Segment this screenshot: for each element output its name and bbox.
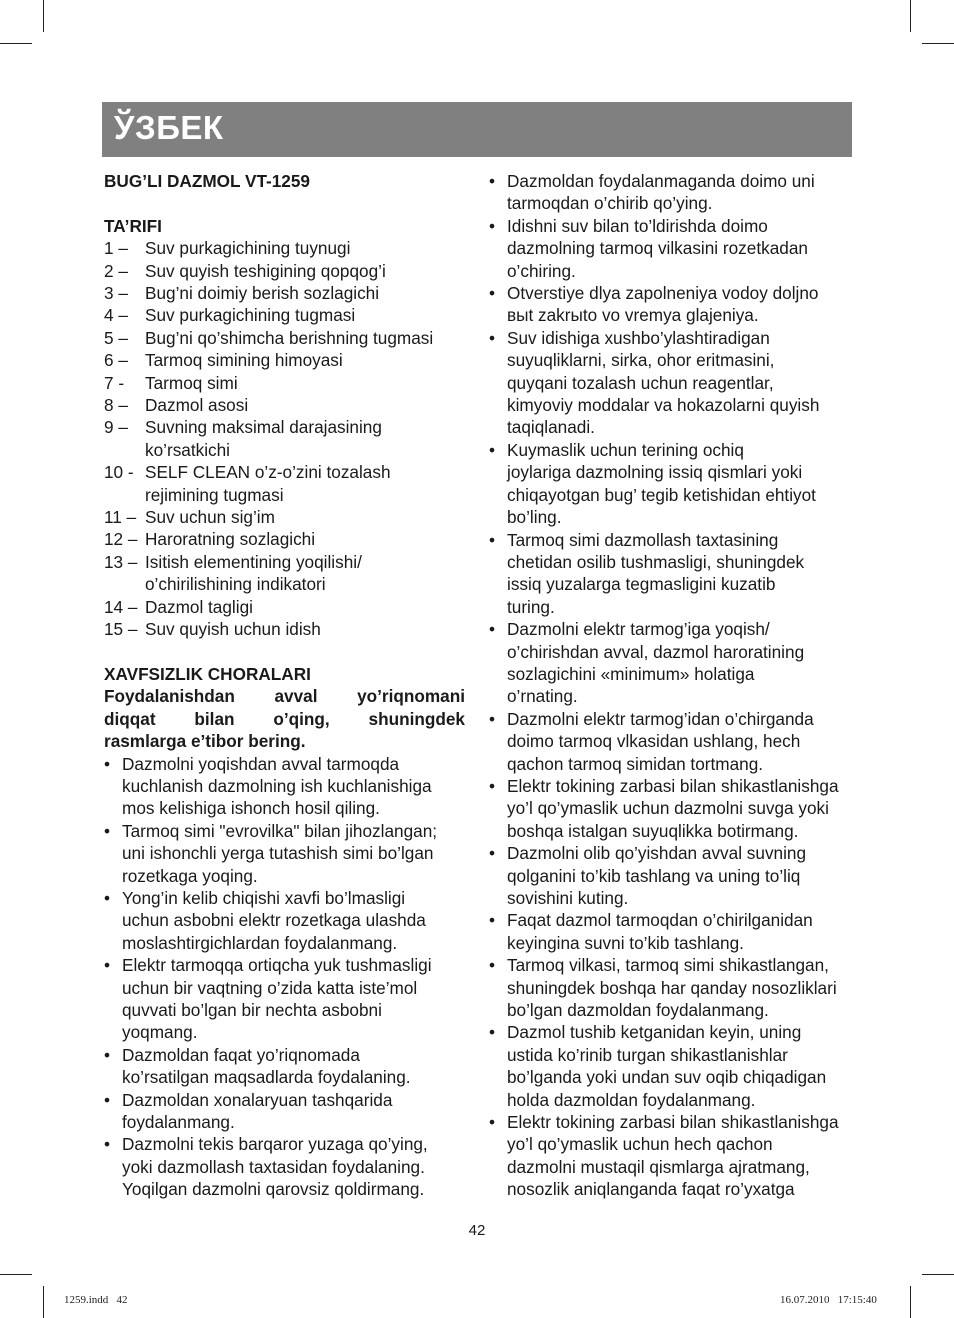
part-label — [145, 237, 465, 259]
bullet-item — [489, 708, 851, 775]
bullet-text-line: chiqayotgan bug’ tegib ketishidan ehtiyot — [507, 484, 816, 505]
bullet-dot: • — [489, 215, 496, 236]
bullet-text-line: Idishni suv bilan to’ldirishda doimo — [507, 215, 768, 236]
bullet-text-line: Tarmoq simi "evrovilka" bilan jihozlangan; — [122, 820, 438, 841]
bullet-text — [507, 282, 851, 327]
bullet-text-line: quyqani tozalash uchun reagentlar, — [507, 372, 774, 393]
bullet-text — [122, 887, 465, 954]
product-title: BUG’LI DAZMOL VT-1259 — [104, 171, 310, 191]
bullet-text-line: qolganini to’kib tashlang va uning to’liq — [507, 865, 801, 886]
bullet-text-line: Dazmolni tekis barqaror yuzaga qo’ying, — [122, 1134, 428, 1155]
bullet-text-line: Dazmol tushib ketganidan keyin, uning — [507, 1022, 802, 1043]
bullet-text-line: kimyoviy moddalar va hokazolarni quyish — [507, 395, 820, 416]
bullet-dot: • — [489, 708, 496, 729]
bullet-dot: • — [489, 1022, 496, 1043]
part-label-line: rejimining tugmasi — [145, 484, 284, 505]
bullet-text-line: foydalanmang. — [122, 1112, 235, 1133]
bullet-dot: • — [489, 171, 496, 191]
right-bullet-list — [489, 170, 851, 1201]
part-item — [104, 260, 465, 282]
part-label — [145, 349, 465, 371]
part-label-line: Suv uchun sig’im — [145, 507, 275, 528]
bullet-dot: • — [104, 1134, 111, 1155]
bullet-item — [489, 170, 851, 215]
part-number: 5 – — [104, 327, 128, 348]
parts-list — [104, 237, 465, 640]
part-item — [104, 461, 465, 506]
bullet-text-line: suyuqliklarni, sirka, ohor eritmasini, — [507, 350, 775, 371]
part-item — [104, 282, 465, 304]
safety-intro-line: diqqat bilan o’qing, shuningdek — [104, 708, 465, 729]
bullet-text-line: yo’l qo’ymaslik uchun hech qachon — [507, 1134, 773, 1155]
bullet-dot: • — [489, 1112, 496, 1133]
bullet-dot: • — [489, 327, 496, 348]
part-label-line: Bug’ni doimiy berish sozlagichi — [145, 283, 380, 304]
part-label-line: Isitish elementining yoqilishi/ — [145, 551, 362, 572]
part-number: 4 – — [104, 305, 128, 326]
bullet-text-line: sozlagichini «minimum» holatiga — [507, 663, 755, 684]
bullet-text — [122, 820, 465, 887]
bullet-text-line: mos kelishiga ishonch hosil qiling. — [122, 798, 380, 819]
part-label-line: Tarmoq simining himoyasi — [145, 350, 343, 371]
part-label — [145, 327, 465, 349]
part-label — [145, 551, 465, 596]
crop-mark — [910, 1286, 911, 1318]
bullet-text-line: Faqat dazmol tarmoqdan o’chirilganidan — [507, 910, 813, 931]
part-label-line: Suvning maksimal darajasining — [145, 417, 382, 438]
part-label — [145, 416, 465, 461]
page-number: 42 — [468, 1222, 486, 1239]
file-info: 1259.indd 42 — [64, 1294, 128, 1306]
part-item — [104, 506, 465, 528]
bullet-item — [489, 282, 851, 327]
bullet-dot: • — [104, 955, 111, 976]
safety-heading: XAVFSIZLIK CHORALARI — [104, 663, 311, 684]
part-item — [104, 372, 465, 394]
bullet-text-line: Dazmoldan faqat yo’riqnomada — [122, 1044, 360, 1065]
safety-intro — [104, 685, 465, 752]
bullet-text-line: bo’lganda yoki undan suv oqib chiqadigan — [507, 1067, 827, 1088]
bullet-item — [489, 618, 851, 708]
bullet-text — [122, 1089, 465, 1134]
bullet-item — [104, 753, 465, 820]
part-item — [104, 237, 465, 259]
bullet-text-line: o’chirishdan avval, dazmol haroratining — [507, 641, 805, 662]
part-item — [104, 416, 465, 461]
bullet-text-line: Dazmoldan xonalaryuan tashqarida — [122, 1089, 393, 1110]
crop-mark — [922, 43, 954, 44]
part-item — [104, 618, 465, 640]
bullet-text-line: quvvati bo’lgan bir nechta asbobni — [122, 1000, 382, 1020]
bullet-text-line: Elektr tokining zarbasi bilan shikastlanishga — [507, 1112, 839, 1133]
part-item — [104, 394, 465, 416]
bullet-dot: • — [489, 775, 496, 796]
bullet-text-line: Yoqilgan dazmolni qarovsiz qoldirmang. — [122, 1179, 425, 1200]
part-label-line: Suv quyish uchun idish — [145, 619, 321, 640]
part-label — [145, 260, 465, 282]
bullet-text — [507, 775, 851, 842]
part-label-line: Suv purkagichining tuynugi — [145, 238, 351, 259]
bullet-text — [122, 753, 465, 820]
bullet-text — [507, 170, 851, 215]
bullet-text-line: keyingina suvni to’kib tashlang. — [507, 932, 744, 953]
bullet-text-line: Elektr tokining zarbasi bilan shikastlanishga — [507, 775, 839, 796]
part-number: 13 – — [104, 551, 138, 572]
bullet-text-line: qachon tarmoq simidan tortmang. — [507, 753, 764, 774]
part-number: 6 – — [104, 350, 128, 371]
bullet-text — [122, 954, 465, 1044]
part-label-line: SELF CLEAN o’z-o’zini tozalash — [145, 462, 391, 483]
crop-mark — [43, 0, 44, 32]
part-number: 7 - — [104, 372, 125, 393]
crop-mark — [910, 0, 911, 32]
bullet-item — [489, 215, 851, 282]
bullet-text-line: kuchlanish dazmolning ish kuchlanishiga — [122, 775, 432, 796]
bullet-text-line: tarmoqdan o’chirib qo’ying. — [507, 193, 713, 214]
bullet-item — [489, 1111, 851, 1201]
left-column — [104, 170, 465, 1201]
bullet-item — [104, 1133, 465, 1200]
bullet-text — [507, 439, 851, 529]
bullet-item — [489, 909, 851, 954]
bullet-text-line: doimo tarmoq vlkasidan ushlang, hech — [507, 731, 801, 752]
bullet-text-line: bo’lgan dazmoldan foydalanmang. — [507, 1000, 769, 1021]
bullet-text-line: shuningdek boshqa har qanday nosozliklari — [507, 977, 837, 998]
bullet-text — [507, 708, 851, 775]
part-label-line: Tarmoq simi — [145, 372, 238, 393]
bullet-text — [507, 954, 851, 1021]
bullet-text-line: ko’rsatilgan maqsadlarda foydalaning. — [122, 1067, 411, 1088]
language-header-bar — [102, 102, 852, 157]
bullet-dot: • — [104, 1089, 111, 1110]
part-item — [104, 349, 465, 371]
bullet-text-line: uchun asbobni elektr rozetkaga ulashda — [122, 910, 426, 931]
bullet-item — [489, 529, 851, 619]
bullet-text — [507, 909, 851, 954]
bullet-text-line: Dazmolni elektr tarmog’iga yoqish/ — [507, 619, 770, 640]
bullet-text-line: yoki dazmollash taxtasidan foydalaning. — [122, 1156, 425, 1177]
bullet-text — [507, 529, 851, 619]
bullet-text — [507, 1021, 851, 1111]
part-label-line: Suv purkagichining tugmasi — [145, 305, 356, 326]
crop-mark — [0, 1274, 32, 1275]
bullet-text-line: nosozlik aniqlanganda faqat ro’yxatga — [507, 1179, 795, 1200]
part-number: 12 – — [104, 529, 138, 550]
part-label-line: Dazmol tagligi — [145, 596, 253, 617]
bullet-text — [507, 842, 851, 909]
bullet-dot: • — [489, 910, 496, 931]
bullet-text-line: uni ishonchli yerga tutashish simi bo’lgan — [122, 843, 434, 864]
bullet-item — [489, 842, 851, 909]
safety-intro-line: Foydalanishdan avval yo’riqnomani — [104, 686, 465, 707]
bullet-text-line: выt zakrыto vo vremya glajeniya. — [507, 305, 759, 326]
bullet-text-line: taqiqlanadi. — [507, 417, 595, 438]
crop-mark — [0, 43, 32, 44]
part-number: 8 – — [104, 395, 128, 416]
description-heading: TA’RIFI — [104, 215, 162, 236]
part-label-line: Dazmol asosi — [145, 395, 249, 416]
crop-mark — [43, 1286, 44, 1318]
bullet-text-line: joylariga dazmolning issiq qismlari yoki — [507, 462, 803, 483]
bullet-dot: • — [104, 820, 111, 841]
part-number: 9 – — [104, 417, 128, 438]
bullet-item — [489, 954, 851, 1021]
bullet-text-line: uchun bir vaqtning o’zida katta iste’mol — [122, 977, 418, 998]
part-label — [145, 304, 465, 326]
part-label — [145, 596, 465, 618]
safety-intro-line: rasmlarga e’tibor bering. — [104, 731, 306, 752]
part-number: 2 – — [104, 260, 128, 281]
bullet-dot: • — [104, 753, 111, 774]
right-column — [489, 170, 851, 1201]
bullet-dot: • — [489, 283, 496, 304]
part-number: 11 – — [104, 507, 137, 528]
bullet-item — [104, 954, 465, 1044]
bullet-item — [104, 1044, 465, 1089]
bullet-text-line: Kuymaslik uchun terining ochiq — [507, 439, 744, 460]
bullet-text-line: Elektr tarmoqqa ortiqcha yuk tushmasligi — [122, 955, 432, 976]
part-number: 10 - — [104, 462, 134, 483]
bullet-text-line: moslashtirgichlardan foydalanmang. — [122, 932, 398, 953]
part-number: 15 – — [104, 619, 138, 640]
bullet-dot: • — [489, 843, 496, 864]
bullet-text-line: issiq yuzalarga tegmasligini kuzatib — [507, 574, 776, 595]
part-item — [104, 327, 465, 349]
bullet-item — [489, 439, 851, 529]
part-item — [104, 528, 465, 550]
part-label-line: Haroratning sozlagichi — [145, 529, 316, 550]
bullet-item — [489, 1021, 851, 1111]
part-label — [145, 282, 465, 304]
bullet-item — [104, 887, 465, 954]
part-item — [104, 596, 465, 618]
bullet-text-line: Suv idishiga xushbo’ylashtiradigan — [507, 327, 770, 348]
bullet-text-line: Yong’in kelib chiqishi xavfi bo’lmasligi — [122, 887, 406, 908]
bullet-item — [104, 1089, 465, 1134]
bullet-text-line: yoqmang. — [122, 1022, 198, 1043]
bullet-text — [507, 1111, 851, 1201]
part-label — [145, 394, 465, 416]
bullet-text-line: Dazmolni elektr tarmog’idan o’chirganda — [507, 708, 814, 729]
language-title: ЎЗБЕК — [114, 109, 224, 146]
part-label — [145, 372, 465, 394]
bullet-text — [122, 1133, 465, 1200]
part-label — [145, 528, 465, 550]
bullet-text-line: boshqa istalgan suyuqlikka botirmang. — [507, 820, 799, 841]
bullet-text-line: dazmolni mustaqil qismlarga ajratmang, — [507, 1156, 810, 1177]
bullet-dot: • — [489, 619, 496, 640]
bullet-text-line: rozetkaga yoqing. — [122, 865, 258, 886]
part-label — [145, 461, 465, 506]
bullet-dot: • — [104, 887, 111, 908]
part-label-line: o’chirilishining indikatori — [145, 574, 326, 595]
part-item — [104, 551, 465, 596]
bullet-text-line: Dazmolni olib qo’yishdan avval suvning — [507, 843, 807, 864]
print-timestamp: 16.07.2010 17:15:40 — [780, 1294, 877, 1306]
bullet-text-line: Dazmoldan foydalanmaganda doimo uni — [507, 171, 815, 191]
crop-mark — [922, 1274, 954, 1275]
bullet-dot: • — [489, 955, 496, 976]
bullet-text — [507, 327, 851, 439]
part-number: 3 – — [104, 283, 128, 304]
part-label — [145, 618, 465, 640]
bullet-text-line: dazmolning tarmoq vilkasini rozetkadan — [507, 238, 808, 259]
bullet-text-line: yo’l qo’ymaslik uchun dazmolni suvga yoki — [507, 798, 829, 819]
bullet-text-line: ustida ko’rinib turgan shikastlanishlar — [507, 1044, 788, 1065]
bullet-text — [507, 618, 851, 708]
part-item — [104, 304, 465, 326]
bullet-dot: • — [104, 1044, 111, 1065]
bullet-text-line: bo’ling. — [507, 507, 562, 528]
part-label-line: ko’rsatkichi — [145, 439, 231, 460]
bullet-text — [507, 215, 851, 282]
bullet-text-line: sovishini kuting. — [507, 888, 629, 908]
bullet-text-line: Dazmolni yoqishdan avval tarmoqda — [122, 753, 400, 774]
part-label-line: Suv quyish teshigining qopqog’i — [145, 260, 386, 281]
bullet-dot: • — [489, 529, 496, 550]
bullet-item — [489, 775, 851, 842]
bullet-text-line: Tarmoq simi dazmollash taxtasining — [507, 529, 779, 550]
part-label — [145, 506, 465, 528]
bullet-text — [122, 1044, 465, 1089]
part-number: 14 – — [104, 596, 138, 617]
bullet-text-line: holda dazmoldan foydalanmang. — [507, 1089, 756, 1110]
bullet-dot: • — [489, 439, 496, 460]
bullet-text-line: Otverstiye dlya zapolneniya vodoy doljno — [507, 283, 819, 304]
part-label-line: Bug’ni qo’shimcha berishning tugmasi — [145, 327, 434, 348]
bullet-item — [104, 820, 465, 887]
bullet-text-line: o’rnating. — [507, 686, 578, 707]
bullet-text-line: turing. — [507, 596, 555, 617]
bullet-text-line: chetidan osilib tushmasligi, shuningdek — [507, 551, 805, 572]
bullet-text-line: Tarmoq vilkasi, tarmoq simi shikastlangan, — [507, 955, 829, 976]
part-number: 1 – — [104, 238, 128, 259]
bullet-text-line: o’chiring. — [507, 260, 576, 281]
left-bullet-list — [104, 753, 465, 1201]
bullet-item — [489, 327, 851, 439]
